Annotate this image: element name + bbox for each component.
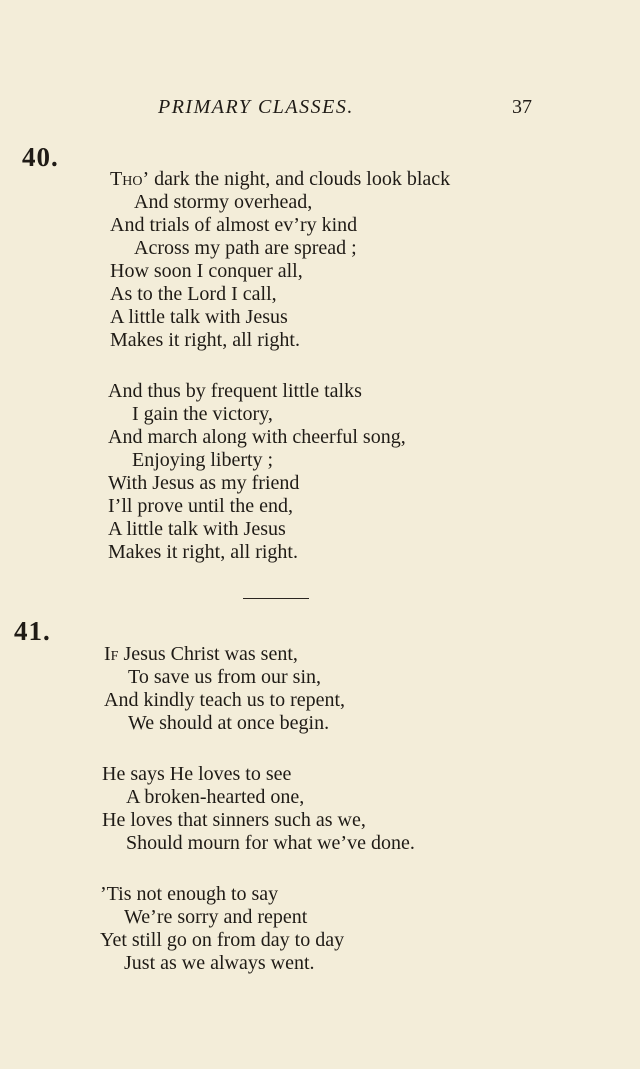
verse-line: Tho’ dark the night, and clouds look black — [110, 168, 451, 190]
hymn-number-40: 40. — [22, 142, 59, 172]
verse-line: ’Tis not enough to say — [100, 883, 279, 905]
verse-line: How soon I conquer all, — [110, 260, 303, 282]
verse-line: He loves that sinners such as we, — [102, 809, 366, 831]
verse-line: As to the Lord I call, — [110, 283, 277, 305]
hymn-40-stanza-1 — [110, 168, 450, 352]
verse-line: With Jesus as my friend — [108, 472, 300, 494]
verse-line: He says He loves to see — [102, 763, 292, 785]
hymn-41-stanza-3 — [100, 883, 344, 975]
verse-line: A little talk with Jesus — [110, 306, 288, 328]
verse-line: And march along with cheerful song, — [108, 426, 406, 448]
verse-line: We should at once begin. — [128, 712, 330, 734]
verse-line: Enjoying liberty ; — [132, 449, 274, 471]
verse-line: And stormy overhead, — [134, 191, 313, 213]
verse-line: Yet still go on from day to day — [100, 929, 345, 951]
verse-line: If Jesus Christ was sent, — [104, 643, 298, 665]
verse-line: And trials of almost ev’ry kind — [110, 214, 358, 236]
verse-line: Makes it right, all right. — [110, 329, 300, 351]
verse-line: Makes it right, all right. — [108, 541, 298, 563]
hymn-41-stanza-2 — [102, 763, 415, 855]
hymn-number-41: 41. — [14, 616, 51, 646]
verse-initial-word: Tho’ — [110, 168, 150, 190]
verse-line: A broken-hearted one, — [126, 786, 305, 808]
verse-line: And thus by frequent little talks — [108, 380, 362, 402]
verse-line: To save us from our sin, — [128, 666, 322, 688]
verse-line: And kindly teach us to repent, — [104, 689, 346, 711]
verse-line: Across my path are spread ; — [134, 237, 357, 259]
verse-line: Just as we always went. — [124, 952, 315, 974]
verse-line: Should mourn for what we’ve done. — [126, 832, 415, 854]
hymn-40-stanza-2 — [108, 380, 406, 564]
verse-line: I gain the victory, — [132, 403, 273, 425]
verse-line: A little talk with Jesus — [108, 518, 286, 540]
page-number: 37 — [512, 96, 532, 118]
hymn-41-stanza-1 — [104, 643, 345, 735]
running-header: PRIMARY CLASSES. — [158, 96, 354, 118]
verse-line: I’ll prove until the end, — [108, 495, 293, 517]
section-divider — [243, 598, 309, 599]
verse-initial-word: If — [104, 643, 119, 665]
verse-line: We’re sorry and repent — [124, 906, 308, 928]
